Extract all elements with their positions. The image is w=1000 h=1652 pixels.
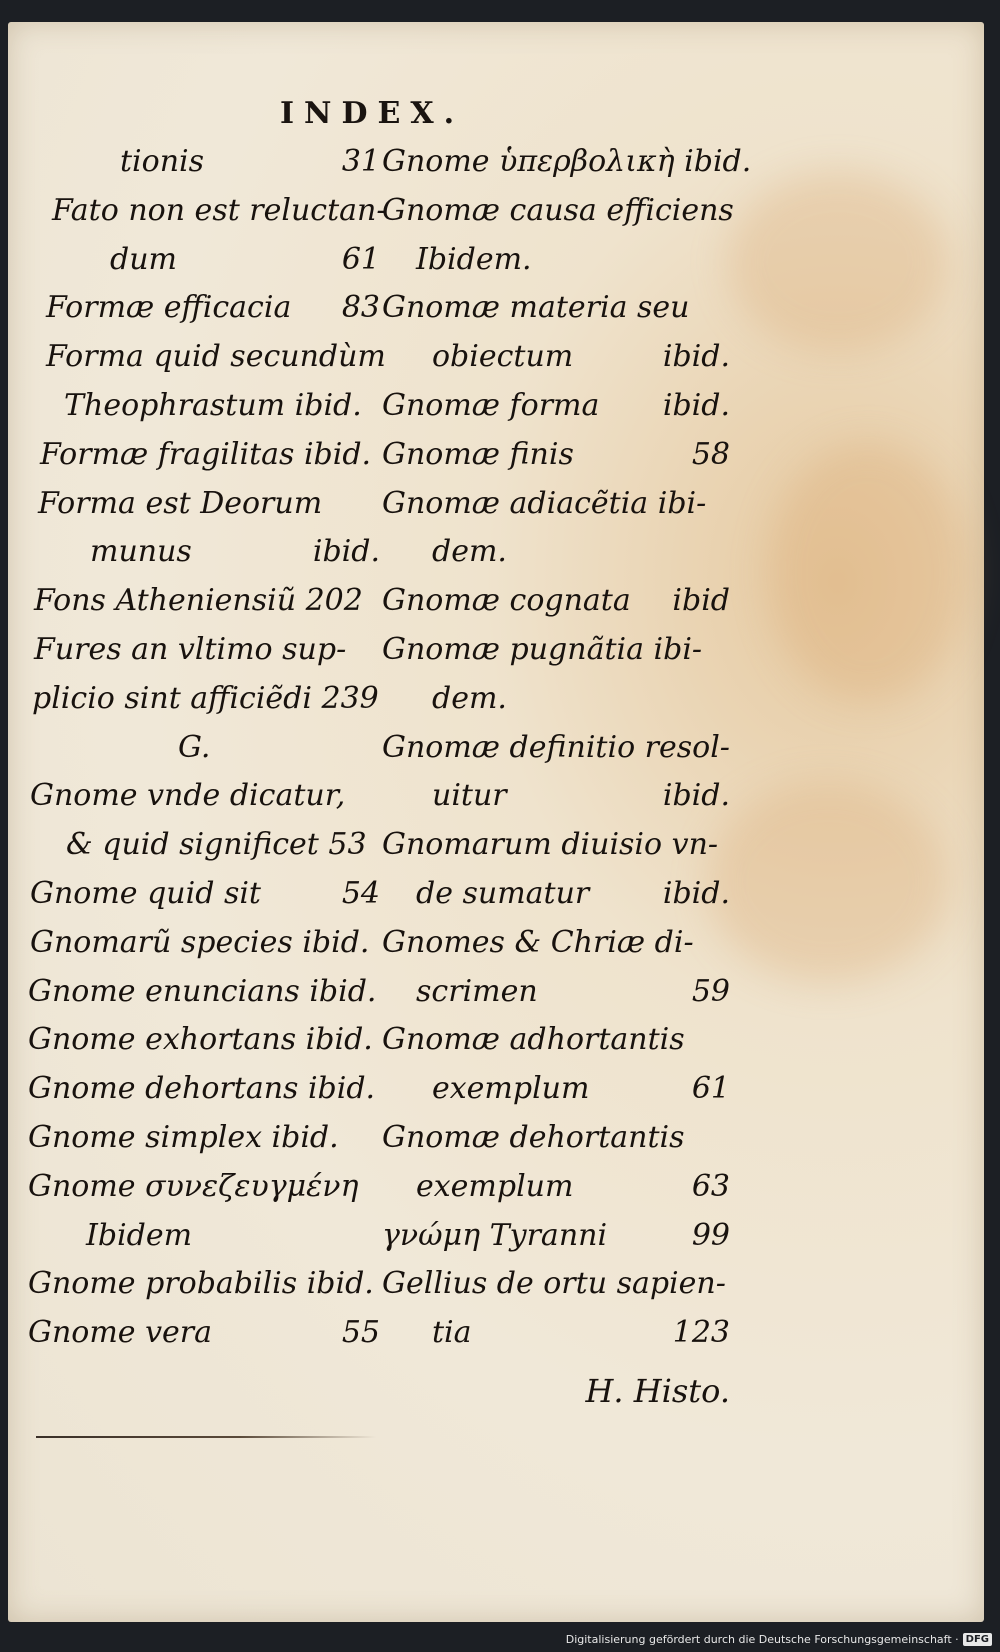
index-entry-text: Theophrastum ibid. [64, 387, 362, 423]
index-entry-page: 61 [691, 1071, 730, 1107]
index-entry-text: tionis [120, 144, 205, 179]
index-entry-text: Gnome συνεζευγμένη [28, 1168, 359, 1204]
index-entry [382, 1309, 730, 1358]
index-entry-text: Gnome vera [28, 1315, 213, 1351]
index-entry-page: 31 [341, 144, 380, 179]
index-entry-text: Gnomes & Chriæ di- [382, 924, 694, 960]
index-entry-text: exemplum [432, 1071, 590, 1107]
index-entry [382, 968, 730, 1017]
index-entry [28, 772, 380, 821]
index-entry [382, 382, 730, 431]
index-entry-text: Gnome vnde dicatur, [30, 778, 346, 814]
catchword: H. Histo. [585, 1372, 730, 1410]
index-entry [28, 1309, 380, 1358]
index-entry-text: Gnomæ adhortantis [382, 1022, 685, 1058]
index-entry-text: Gnomæ causa efficiens [382, 192, 734, 228]
digitization-credit [566, 1633, 992, 1646]
index-entry [382, 577, 730, 626]
index-entry [382, 1114, 730, 1163]
index-entry-text: Gnome enuncians ibid. [28, 973, 377, 1009]
index-entry [382, 772, 730, 821]
index-entry-text: Gnomarũ species ibid. [30, 924, 370, 960]
dfg-logo-icon: DFG [963, 1633, 992, 1646]
index-entry-text: obiectum [432, 339, 574, 375]
index-entry-text: plicio sint afficiẽdi 239 [32, 680, 379, 716]
index-entry-text: scrimen [416, 973, 538, 1009]
index-entry [28, 675, 380, 724]
index-entry-page: 58 [691, 436, 730, 472]
index-entry-page: 63 [691, 1168, 730, 1204]
index-entry-text: Formæ efficacia [46, 290, 292, 326]
index-entry-text: Gnomarum diuisio vn- [382, 827, 719, 863]
index-entry-text: Gnomæ pugnãtia ibi- [382, 631, 703, 667]
index-entry-text: Fons Atheniensiũ 202 [34, 583, 363, 619]
index-entry [382, 284, 730, 333]
paper-stain [728, 172, 948, 352]
index-entry-text: Fures an vltimo sup- [34, 631, 347, 667]
index-entry-text: Ibidem. [416, 241, 532, 277]
index-entry [382, 138, 752, 187]
index-entry-text: de sumatur [416, 875, 590, 911]
index-entry [28, 480, 380, 529]
index-entry [28, 1016, 380, 1065]
index-entry-text: Gnomæ materia seu [382, 290, 690, 326]
index-entry [28, 577, 380, 626]
index-entry-text: Formæ fragilitas ibid. [40, 436, 372, 472]
index-entry-page: ibid [672, 583, 730, 619]
index-entry [382, 1016, 730, 1065]
index-entry-text: Forma quid secundùm [46, 339, 386, 375]
index-entry-text: dem. [432, 680, 507, 716]
index-column-right [382, 138, 752, 1358]
index-entry-page: ibid. [662, 387, 730, 423]
index-entry [382, 675, 730, 724]
index-entry-page: 54 [341, 875, 380, 911]
index-entry-page: ibid. [312, 534, 380, 570]
index-entry [28, 968, 380, 1017]
index-entry-text: Gnome probabilis ibid. [28, 1266, 374, 1302]
index-entry [382, 1212, 730, 1261]
paper-stain [768, 442, 968, 702]
index-entry-page: 83 [341, 290, 380, 326]
index-column-left [28, 138, 387, 1358]
index-entry [28, 821, 380, 870]
index-entry-text: Gnome exhortans ibid. [28, 1022, 373, 1058]
index-entry [382, 480, 730, 529]
index-entry [28, 1163, 380, 1212]
index-entry [382, 1163, 730, 1212]
index-entry [382, 821, 730, 870]
index-entry-text: Gnome quid sit [30, 875, 261, 911]
index-entry-page: 123 [672, 1315, 730, 1351]
index-entry-text: munus [90, 534, 192, 570]
index-entry [28, 528, 380, 577]
paper-stain [708, 782, 948, 982]
index-entry-page: 61 [341, 241, 380, 277]
index-entry [28, 138, 380, 187]
index-entry [28, 333, 386, 382]
index-entry [28, 724, 380, 773]
index-entry-text: & quid significet 53 [66, 827, 367, 863]
index-entry-text: dum [110, 241, 177, 277]
index-entry [382, 187, 734, 236]
index-entry-text: Gnome simplex ibid. [28, 1119, 339, 1155]
index-entry [382, 870, 730, 919]
index-entry [28, 870, 380, 919]
index-entry [28, 382, 380, 431]
index-entry-text: uitur [432, 778, 507, 814]
index-entry [28, 919, 380, 968]
index-entry-text: Fato non est reluctan- [52, 192, 387, 228]
index-entry-text: Ibidem [86, 1217, 193, 1253]
index-entry-text: Gnome dehortans ibid. [28, 1071, 376, 1107]
divider-line [36, 1436, 376, 1438]
page-header: INDEX. [280, 96, 465, 131]
index-entry [28, 187, 387, 236]
index-entry [382, 333, 730, 382]
index-entry [382, 528, 730, 577]
index-entry-text: Gnome ὑπερβολικὴ ibid. [382, 144, 752, 179]
index-entry [28, 236, 380, 285]
index-entry [28, 431, 380, 480]
index-entry [28, 1065, 380, 1114]
index-entry-text: Gnomæ adiacẽtia ibi- [382, 485, 707, 521]
index-entry [382, 1065, 730, 1114]
index-entry-page: ibid. [662, 339, 730, 375]
index-entry-text: exemplum [416, 1168, 574, 1204]
index-entry-text: Gnomæ forma [382, 387, 600, 423]
index-entry-page: 59 [691, 973, 730, 1009]
index-entry-text: dem. [432, 534, 507, 570]
index-entry-page: 99 [691, 1217, 730, 1253]
credit-text: Digitalisierung gefördert durch die Deutsche Forschungsgemeinschaft · [565, 1633, 959, 1646]
index-entry-text: Gellius de ortu sapien- [382, 1266, 726, 1302]
index-entry-text: Forma est Deorum [38, 485, 323, 521]
index-entry [28, 1212, 380, 1261]
index-entry-text: G. [178, 729, 211, 765]
index-entry [28, 1114, 380, 1163]
index-entry-text: Gnomæ cognata [382, 583, 631, 619]
index-entry [382, 431, 730, 480]
index-entry [28, 626, 380, 675]
index-entry [382, 724, 730, 773]
index-entry [382, 626, 730, 675]
index-entry-text: tia [432, 1315, 472, 1351]
index-entry-page: 55 [341, 1315, 380, 1351]
index-entry-page: ibid. [662, 875, 730, 911]
index-entry [28, 1260, 380, 1309]
index-entry-text: γνώμη Tyranni [382, 1217, 608, 1253]
index-entry [382, 1260, 730, 1309]
index-entry-text: Gnomæ definitio resol- [382, 729, 730, 765]
index-entry [382, 919, 730, 968]
index-entry-text: Gnomæ finis [382, 436, 574, 472]
index-entry [382, 236, 730, 285]
index-entry-page: ibid. [662, 778, 730, 814]
index-entry [28, 284, 380, 333]
index-entry-text: Gnomæ dehortantis [382, 1119, 685, 1155]
